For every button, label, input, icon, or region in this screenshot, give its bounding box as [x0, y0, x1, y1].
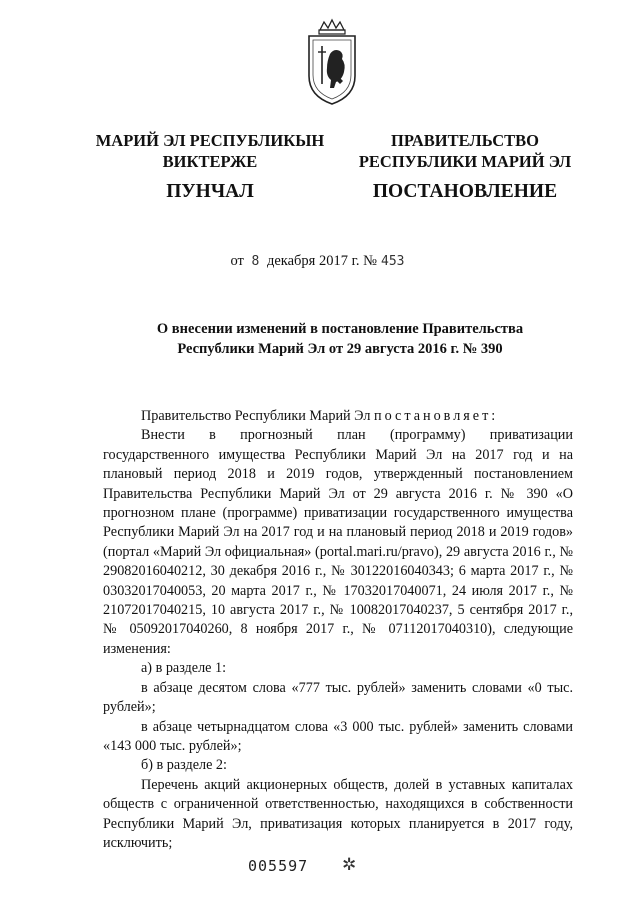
item-b-1: Перечень акций акционерных обществ, долей в уставных капиталах обществ с ограниченной ответственностью, находящихся в собственности Республики Марий Эл, приватизация которых планируется в 2017 году, исключить;	[103, 776, 573, 851]
intro-text: Правительство Республики Марий Эл	[141, 408, 371, 424]
date-day: 8	[251, 254, 260, 269]
item-a: а) в разделе 1:	[141, 660, 227, 677]
number-sign: №	[363, 253, 378, 269]
title-line2: Республики Марий Эл от 29 августа 2016 г. № 390	[177, 341, 503, 357]
document-number: 453	[381, 254, 405, 269]
footer-star-mark: ✲	[342, 855, 357, 874]
coat-of-arms-icon	[300, 18, 364, 108]
footer-serial-number: 005597	[248, 857, 309, 875]
header-left-doc-type: ПУНЧАЛ	[166, 181, 254, 202]
document-title	[120, 319, 560, 359]
header-left	[90, 130, 330, 202]
header-left-line2: ВИКТЕРЖЕ	[162, 152, 258, 171]
header-left-line1: МАРИЙ ЭЛ РЕСПУБЛИКЫН	[95, 131, 325, 150]
intro-paragraph	[103, 407, 573, 426]
document-date-line	[0, 253, 639, 270]
title-line1: О внесении изменений в постановление Правительства	[156, 321, 524, 337]
item-a-1: в абзаце десятом слова «777 тыс. рублей» заменить словами «0 тыс. рублей»;	[103, 679, 573, 716]
intro-decree-word: постановляет:	[373, 408, 499, 424]
date-prefix: от	[230, 253, 244, 269]
header-right	[345, 130, 585, 202]
document-body	[103, 407, 573, 853]
paragraph-main: Внести в прогнозный план (программу) приватизации государственного имущества Республики Марий Эл на 2017 год и на плановый период 2018 и 2019 годов, утвержденный постановлением Правительства Республики Марий Эл от 29 августа 2016 г. № 390 «О прогнозном плане (программе) приватизации государственного имущества Республики Марий Эл на 2017 год и на плановый период 2018 и 2019 годов» (портал «Марий Эл официальная» (portal.mari.ru/pravo), 29 августа 2016 г., № 29082016040212, 30 декабря 2016 г., № 30122016040343; 6 марта 2017 г., № 03032017040053, 20 марта 2017 г., № 17032017040071, 24 июля 2017 г., № 21072017040215, 10 августа 2017 г., № 10082017040237, 5 сентября 2017 г., № 05092017040260, 8 ноября 2017 г., № 07112017040310), следующие изменения:	[103, 427, 573, 657]
date-month-year: декабря 2017 г.	[266, 253, 360, 269]
header-right-doc-type: ПОСТАНОВЛЕНИЕ	[372, 181, 558, 202]
header-right-line1: ПРАВИТЕЛЬСТВО	[391, 131, 539, 150]
header-right-line2: РЕСПУБЛИКИ МАРИЙ ЭЛ	[358, 152, 572, 171]
item-b: б) в разделе 2:	[141, 757, 227, 774]
item-a-2: в абзаце четырнадцатом слова «3 000 тыс. рублей» заменить словами «143 000 тыс. рублей»;	[103, 718, 573, 754]
